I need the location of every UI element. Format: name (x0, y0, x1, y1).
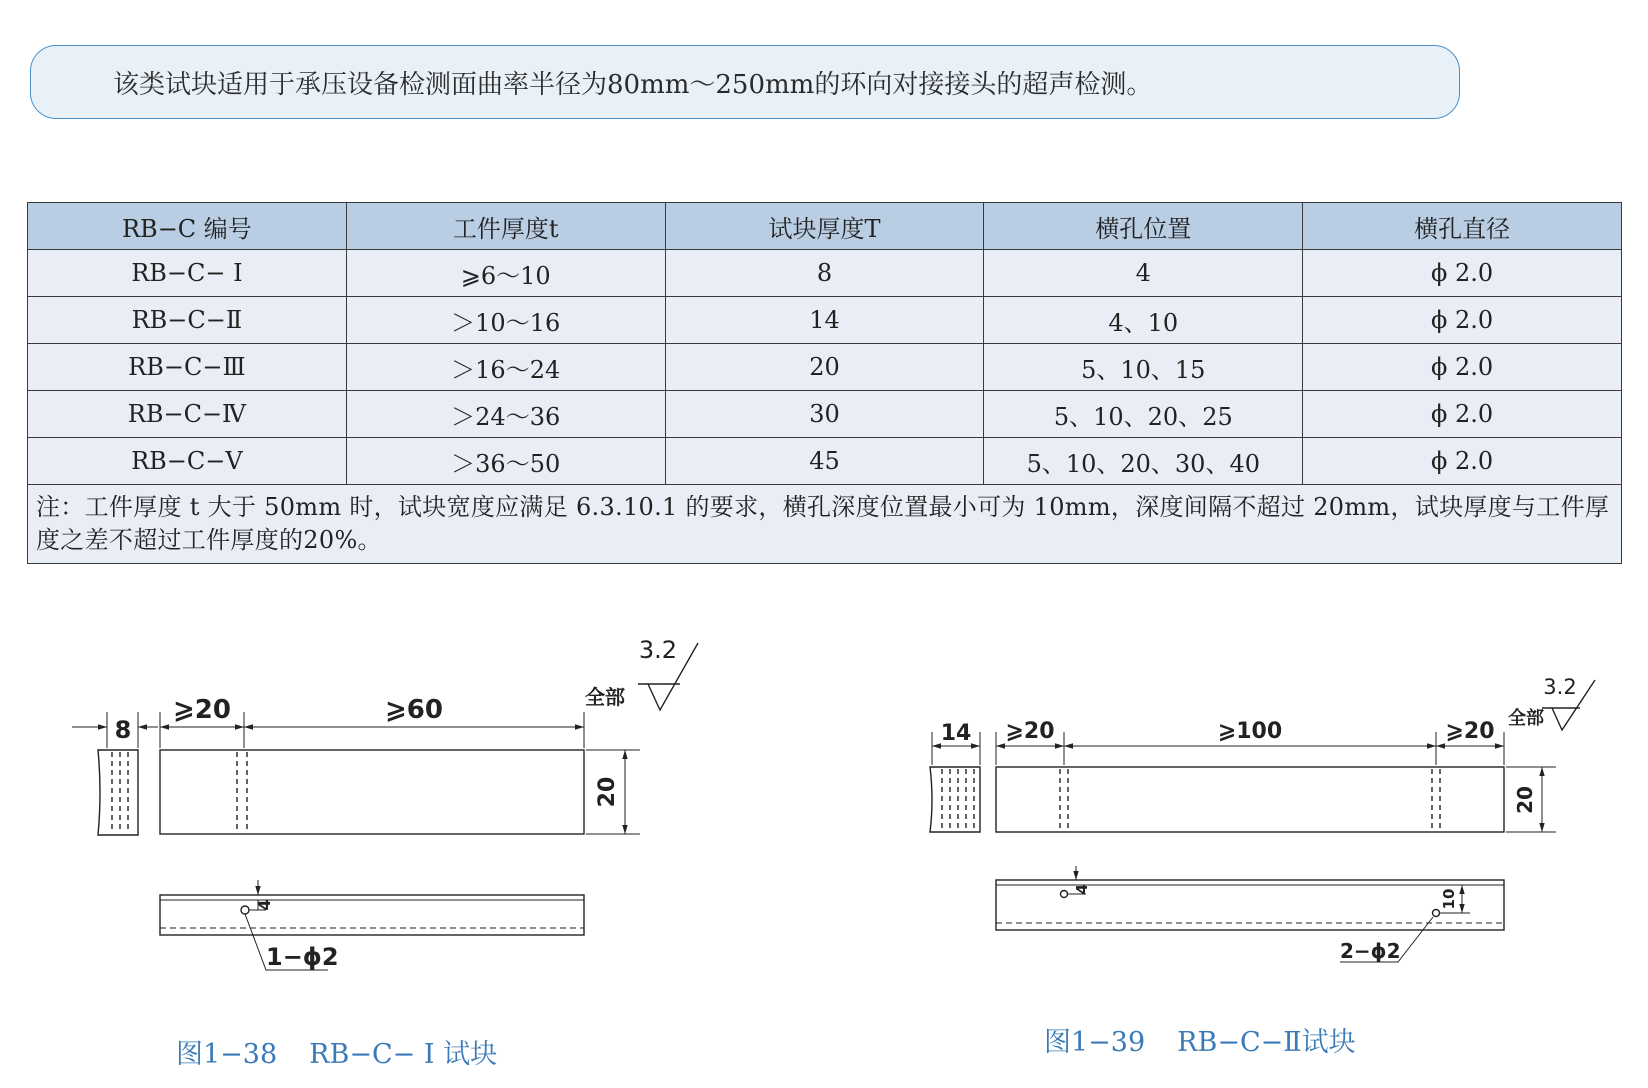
table-cell: ϕ 2.0 (1303, 250, 1622, 297)
figure-caption-2 (1044, 1020, 1356, 1059)
table-row (28, 344, 1622, 391)
table-cell: RB−C−Ⅲ (28, 344, 347, 391)
table-header-row (28, 203, 1622, 250)
fig2-all-label: 全部 (1508, 708, 1544, 729)
table-row (28, 250, 1622, 297)
table-note-row (28, 485, 1622, 564)
fig1-dim-thickness: 8 (114, 716, 132, 744)
fig1-roughness-value: 3.2 (638, 636, 678, 664)
header-cell: 横孔位置 (984, 203, 1303, 250)
fig2-hole-label: 2−ϕ2 (1340, 939, 1401, 963)
table-row (28, 391, 1622, 438)
header-cell: RB−C 编号 (28, 203, 347, 250)
table-cell: RB−C−Ⅳ (28, 391, 347, 438)
table-cell: ＞24～36 (346, 391, 665, 438)
table-cell: ϕ 2.0 (1303, 344, 1622, 391)
table-cell: 4 (984, 250, 1303, 297)
table-cell: RB−C−Ⅱ (28, 297, 347, 344)
table-row (28, 297, 1622, 344)
table-cell: 5、10、20、25 (984, 391, 1303, 438)
table-cell: 4、10 (984, 297, 1303, 344)
fig2-roughness-value: 3.2 (1543, 675, 1577, 699)
table-cell: 20 (665, 344, 984, 391)
intro-callout (30, 45, 1460, 119)
fig2-dim-height: 20 (1513, 786, 1537, 814)
spec-table (27, 202, 1622, 564)
header-cell: 横孔直径 (1303, 203, 1622, 250)
table-cell: 14 (665, 297, 984, 344)
fig2-dim-length: ⩾100 (1217, 719, 1283, 744)
fig2-dim-hole-depth1: 4 (1073, 883, 1091, 895)
table-row (28, 438, 1622, 485)
fig1-dim-hole-depth: 4 (255, 899, 274, 911)
table-cell: 5、10、20、30、40 (984, 438, 1303, 485)
table-cell: ϕ 2.0 (1303, 438, 1622, 485)
fig2-dim-hole-depth2: 10 (1440, 888, 1458, 910)
table-cell: 30 (665, 391, 984, 438)
fig2-dim-right: ⩾20 (1445, 719, 1495, 744)
fig1-dim-left: ⩾20 (173, 695, 231, 725)
fig1-hole-label: 1−ϕ2 (266, 943, 339, 971)
table-cell: 8 (665, 250, 984, 297)
fig2-dim-thickness: 14 (940, 721, 972, 746)
fig1-dim-height: 20 (595, 776, 620, 808)
table-cell: ϕ 2.0 (1303, 391, 1622, 438)
table-cell: ＞16～24 (346, 344, 665, 391)
table-cell: 45 (665, 438, 984, 485)
table-cell: RB−C− Ⅰ (28, 250, 347, 297)
caption-number: 图1−38 (176, 1039, 278, 1070)
table-cell: ⩾6～10 (346, 250, 665, 297)
table-cell: RB−C−Ⅴ (28, 438, 347, 485)
fig1-dim-length: ⩾60 (385, 695, 443, 725)
table-cell: ＞36～50 (346, 438, 665, 485)
caption-number: 图1−39 (1044, 1027, 1146, 1058)
header-cell: 工件厚度t (346, 203, 665, 250)
caption-title: RB−C−Ⅱ试块 (1177, 1027, 1356, 1058)
intro-text: 该类试块适用于承压设备检测面曲率半径为80mm～250mm的环向对接接头的超声检测。 (113, 69, 1153, 100)
table-note: 注：工件厚度 t 大于 50mm 时，试块宽度应满足 6.3.10.1 的要求，横孔深度位置最小可为 10mm，深度间隔不超过 20mm，试块厚度与工件厚度之差不超过工件厚度的20%。 (28, 485, 1622, 564)
table-cell: ＞10～16 (346, 297, 665, 344)
figure-caption-1 (176, 1032, 497, 1071)
technical-drawings (0, 620, 1648, 980)
fig2-dim-left: ⩾20 (1005, 719, 1055, 744)
fig1-all-label: 全部 (585, 685, 625, 709)
table-cell: 5、10、15 (984, 344, 1303, 391)
caption-title: RB−C− Ⅰ 试块 (309, 1039, 498, 1070)
header-cell: 试块厚度T (665, 203, 984, 250)
table-cell: ϕ 2.0 (1303, 297, 1622, 344)
